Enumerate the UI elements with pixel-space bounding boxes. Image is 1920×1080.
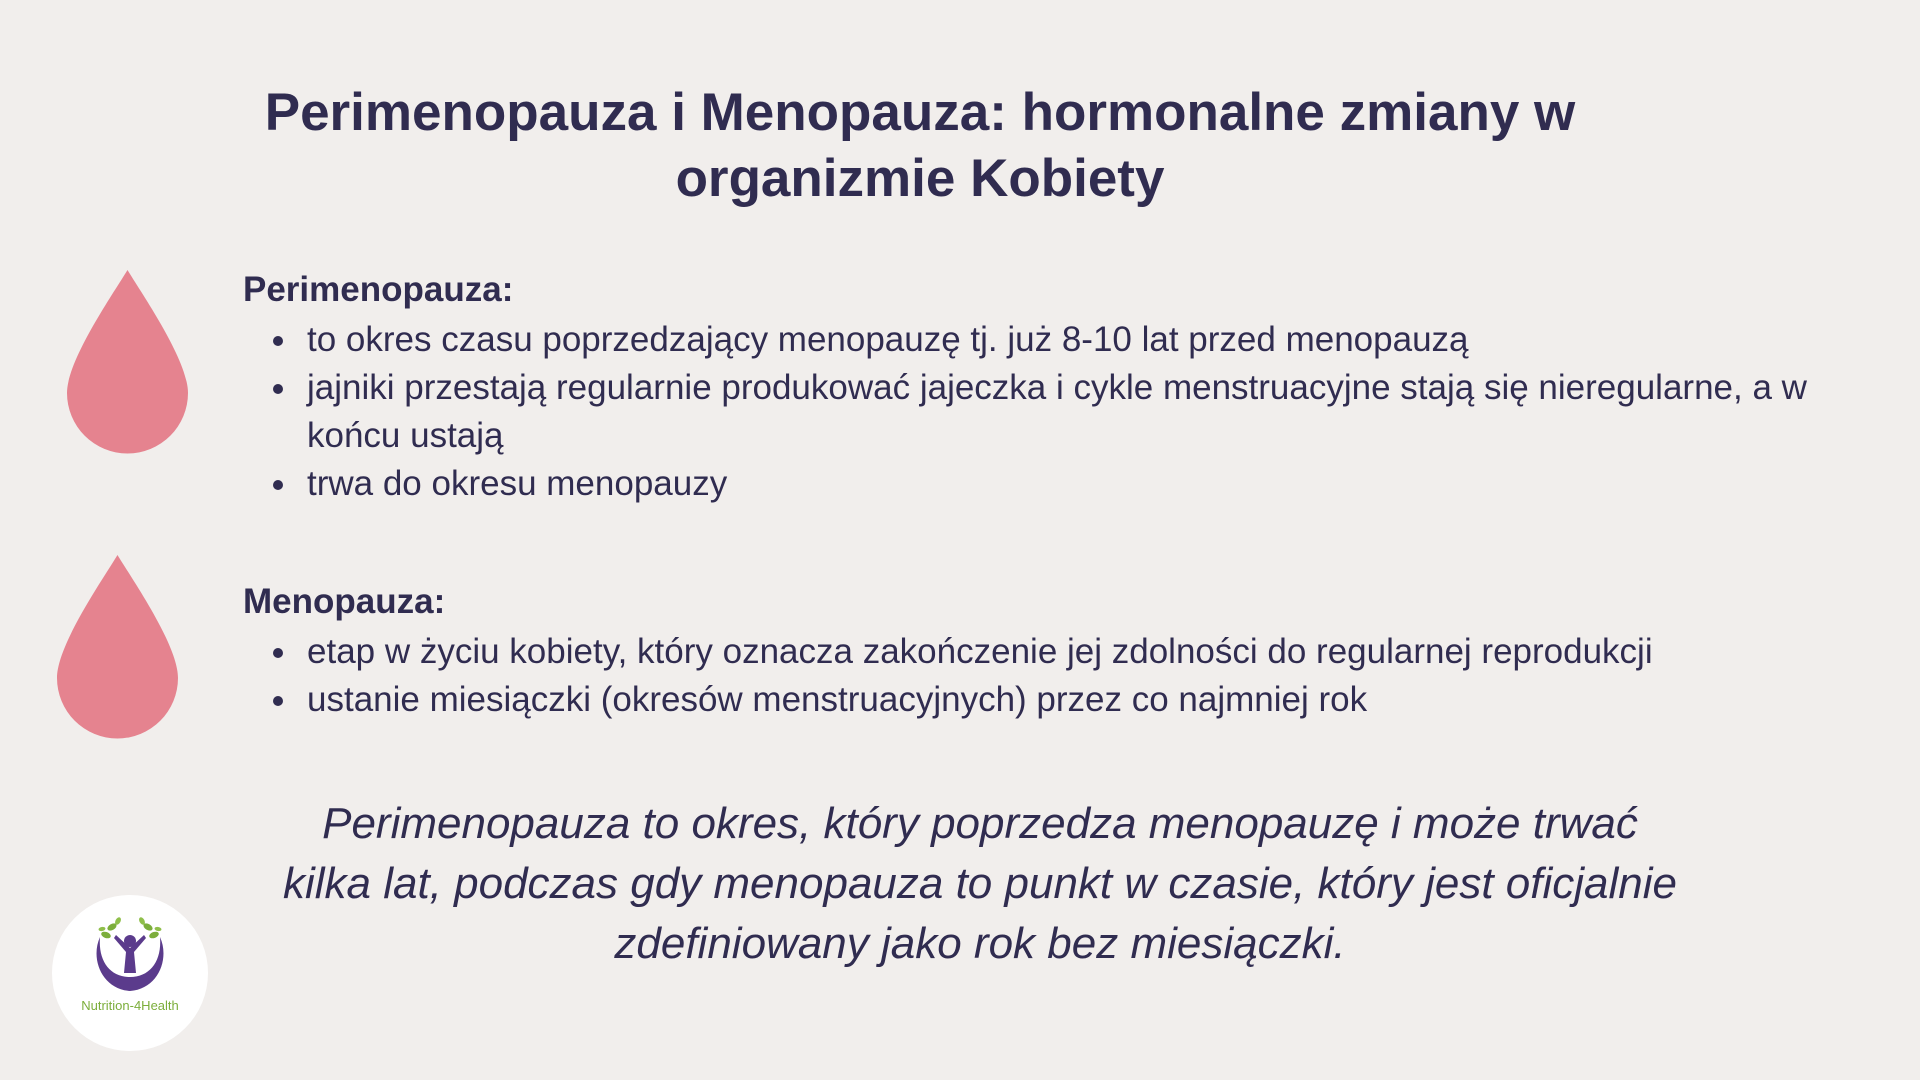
list-item [307,460,1843,508]
list-item [307,676,1843,724]
bullet-list [243,628,1843,724]
blood-drop-icon [65,268,190,454]
list-item-text: to okres czasu poprzedzający menopauzę tj. już 8-10 lat przed menopauzą [307,320,1469,359]
list-item-text: jajniki przestają regularnie produkować jajeczka i cykle menstruacyjne stają się nieregularne, a w końcu ustają [307,368,1807,455]
page-title: Perimenopauza i Menopauza: hormonalne zmiany w organizmie Kobiety [264,83,1576,208]
list-item [307,364,1843,460]
bullet-dot [273,648,283,658]
section-heading: Menopauza: [243,582,446,621]
bullet-dot [273,384,283,394]
section-menopauza [243,580,1843,724]
logo-text: Nutrition-4Health [81,998,179,1013]
list-item [307,628,1843,676]
section-perimenopauza [243,268,1843,508]
brand-logo [52,895,208,1051]
bullet-dot [273,480,283,490]
list-item-text: ustanie miesiączki (okresów menstruacyjnych) przez co najmniej rok [307,680,1368,719]
person-tree-logo-icon [88,915,172,995]
bullet-list [243,316,1843,508]
bullet-dot [273,696,283,706]
blood-drop-icon [55,553,180,739]
bullet-dot [273,336,283,346]
section-heading: Perimenopauza: [243,270,514,309]
summary-quote: Perimenopauza to okres, który poprzedza menopauzę i może trwać kilka lat, podczas gdy menopauza to punkt w czasie, który jest oficjalnie zdefiniowany jako rok bez miesiączki. [282,799,1678,968]
list-item [307,316,1843,364]
list-item-text: etap w życiu kobiety, który oznacza zakończenie jej zdolności do regularnej reprodukcji [307,632,1653,671]
list-item-text: trwa do okresu menopauzy [307,464,728,503]
